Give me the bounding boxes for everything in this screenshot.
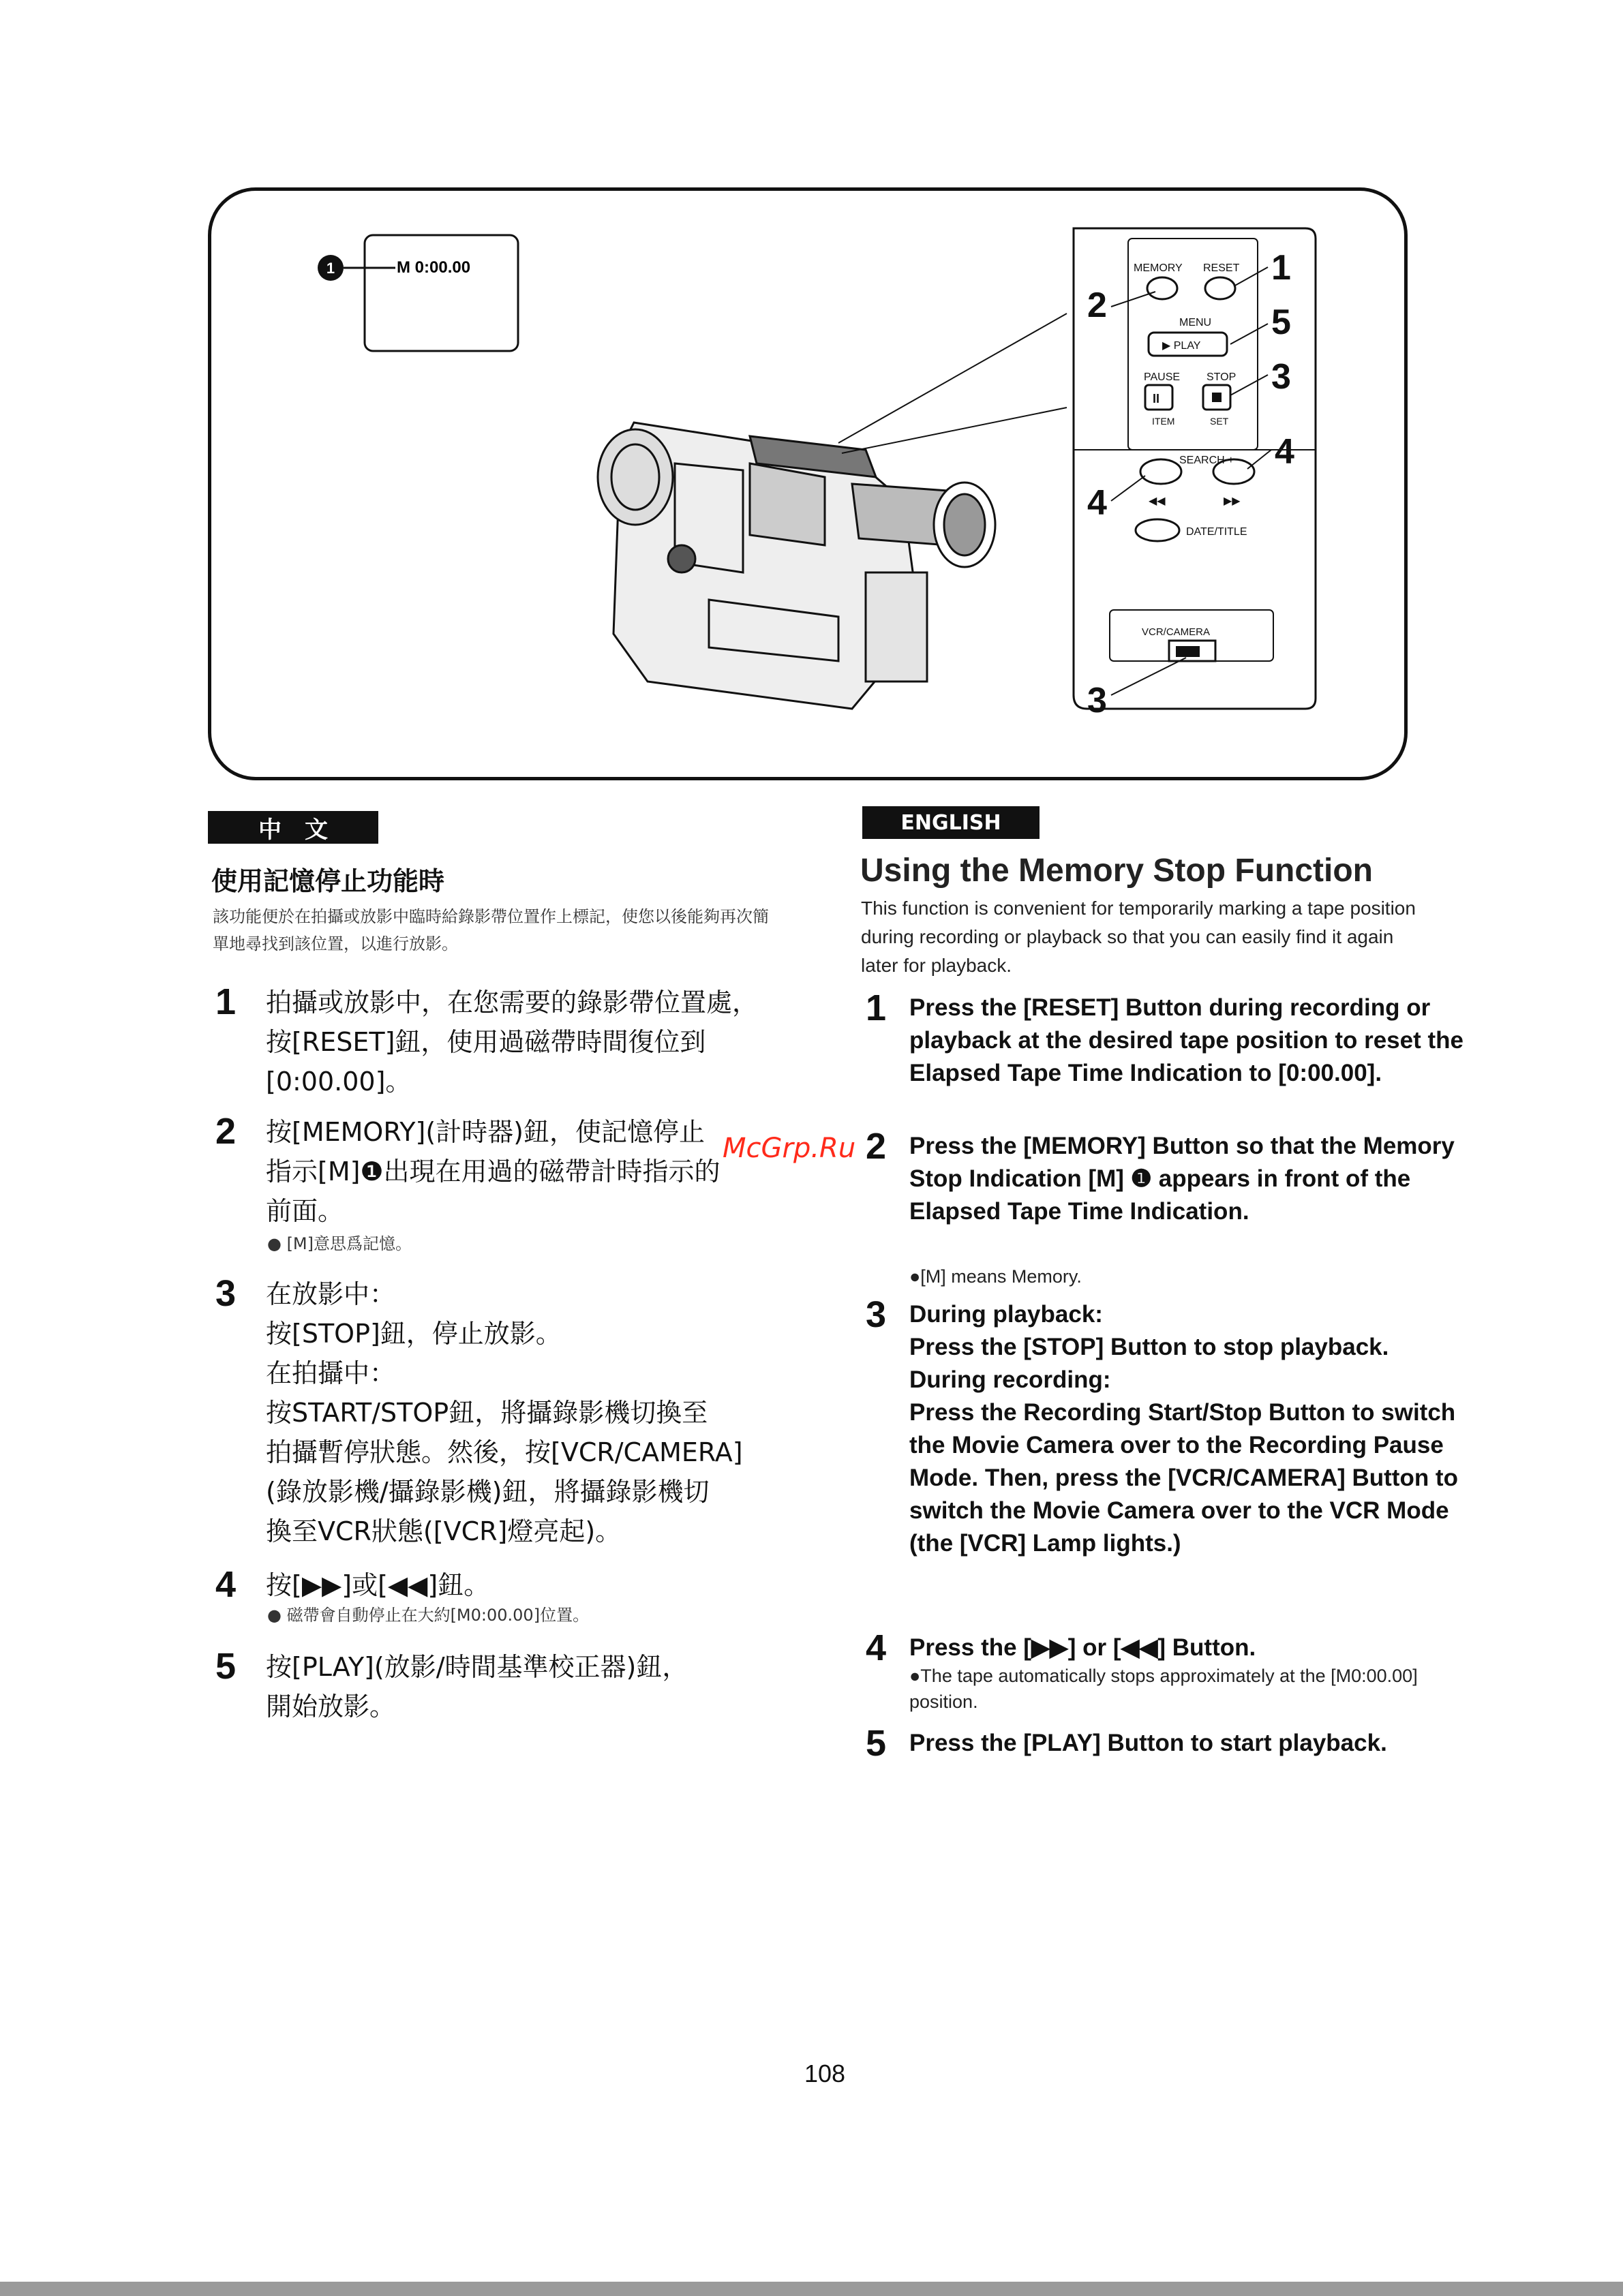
step-text: Press the [RESET] Button during recording or playback at the desired tape position to reset the Elapsed Tape Time Indication to [0:00.00]. <box>909 994 1463 1086</box>
step-text: Press the [PLAY] Button to start playback. <box>909 1730 1387 1756</box>
step-note: ● [M]意思爲記憶。 <box>267 1234 412 1253</box>
step-text: 在放影中： 按[STOP]鈕，停止放影。 在拍攝中： 按START/STOP鈕，將攝錄影機切換至 拍攝暫停狀態。然後，按[VCR/CAMERA] (錄放影機/攝錄影機)鈕，將攝錄影機切 換至VCR狀態([VCR]燈亮起)。 <box>266 1279 743 1546</box>
step-number: 5 <box>215 1646 237 1687</box>
english-title: Using the Memory Stop Function <box>860 853 1373 889</box>
svg-text:MENU: MENU <box>1179 317 1212 328</box>
step-note: ● 磁帶會自動停止在大約[M0:00.00]位置。 <box>267 1606 590 1625</box>
viewfinder-display <box>365 235 518 351</box>
step-number: 3 <box>866 1294 887 1335</box>
svg-text:DATE/TITLE: DATE/TITLE <box>1186 526 1247 538</box>
indicator-number: 1 <box>326 260 335 277</box>
camcorder-illustration <box>208 187 1408 780</box>
svg-text:VCR/CAMERA: VCR/CAMERA <box>1142 626 1211 638</box>
step-text: 按[MEMORY](計時器)鈕，使記憶停止 指示[M]❶出現在用過的磁帶計時指示的 前面。 <box>266 1117 721 1226</box>
svg-text:RESET: RESET <box>1203 262 1240 274</box>
svg-text:MEMORY: MEMORY <box>1134 262 1183 274</box>
camcorder-body <box>598 423 995 709</box>
step-text: 拍攝或放影中，在您需要的錄影帶位置處， 按[RESET]鈕，使用過磁帶時間復位到 [0:00.00]。 <box>266 988 759 1097</box>
english-section-tab: ENGLISH <box>862 806 1040 839</box>
watermark: McGrp.Ru <box>723 1133 856 1164</box>
step-number: 1 <box>215 981 237 1022</box>
chinese-intro: 該功能便於在拍攝或放影中臨時給錄影帶位置作上標記，使您以後能夠再次簡單地尋找到該位置，以進行放影。 <box>213 907 769 953</box>
svg-text:SET: SET <box>1210 416 1229 427</box>
callout-3-bottom: 3 <box>1087 681 1107 720</box>
svg-text:STOP: STOP <box>1207 371 1237 383</box>
callout-5: 5 <box>1271 303 1291 342</box>
indicator-text: M 0:00.00 <box>397 258 471 277</box>
step-number: 1 <box>866 988 887 1028</box>
callout-4-left: 4 <box>1087 483 1107 523</box>
step-number: 4 <box>215 1564 237 1605</box>
chinese-title: 使用記憶停止功能時 <box>211 866 445 896</box>
svg-text:◀◀: ◀◀ <box>1149 495 1166 507</box>
step-note: ●[M] means Memory. <box>909 1266 1082 1287</box>
english-intro: This function is convenient for temporarily marking a tape position during recording or playback so that you can easily find it again later for playback. <box>861 898 1416 976</box>
step-number: 5 <box>866 1723 887 1764</box>
step-text: During playback: Press the [STOP] Button to stop playback. During recording: Press the Recording Start/Stop Button to switch the Movie Camera over to the Recording Pause Mode. Then, press the [VCR/CAMERA] Button to switch the Movie Camera over to the VCR Mode (the [VCR] Lamp lights.) <box>909 1301 1458 1557</box>
step-text: Press the [▶▶] or [◀◀] Button. <box>909 1634 1256 1661</box>
step-number: 2 <box>215 1111 237 1152</box>
callout-3: 3 <box>1271 357 1291 397</box>
svg-text:SEARCH +: SEARCH + <box>1179 455 1234 466</box>
callout-2: 2 <box>1087 286 1107 325</box>
step-number: 3 <box>215 1273 237 1314</box>
chinese-section-tab: 中文 <box>208 811 378 844</box>
step-text: 按[PLAY](放影/時間基準校正器)鈕， 開始放影。 <box>266 1652 688 1721</box>
callout-1: 1 <box>1271 248 1291 288</box>
svg-text:PAUSE: PAUSE <box>1144 371 1181 383</box>
step-note: ●The tape automatically stops approximately at the [M0:00.00] position. <box>909 1666 1418 1712</box>
svg-text:▶▶: ▶▶ <box>1224 495 1241 507</box>
step-number: 4 <box>866 1627 887 1668</box>
step-number: 2 <box>866 1126 887 1167</box>
scan-bottom-edge <box>0 2282 1623 2296</box>
step-text: 按[▶▶]或[◀◀]鈕。 <box>266 1570 490 1600</box>
svg-text:ITEM: ITEM <box>1152 416 1175 427</box>
page-number: 108 <box>804 2060 846 2087</box>
camcorder-diagram <box>211 191 1411 784</box>
step-text: Press the [MEMORY] Button so that the Memory Stop Indication [M] ❶ appears in front of the Elapsed Tape Time Indication. <box>909 1133 1455 1225</box>
svg-text:▶ PLAY: ▶ PLAY <box>1162 340 1201 352</box>
callout-4-right: 4 <box>1275 432 1294 472</box>
svg-text:II: II <box>1153 392 1160 405</box>
